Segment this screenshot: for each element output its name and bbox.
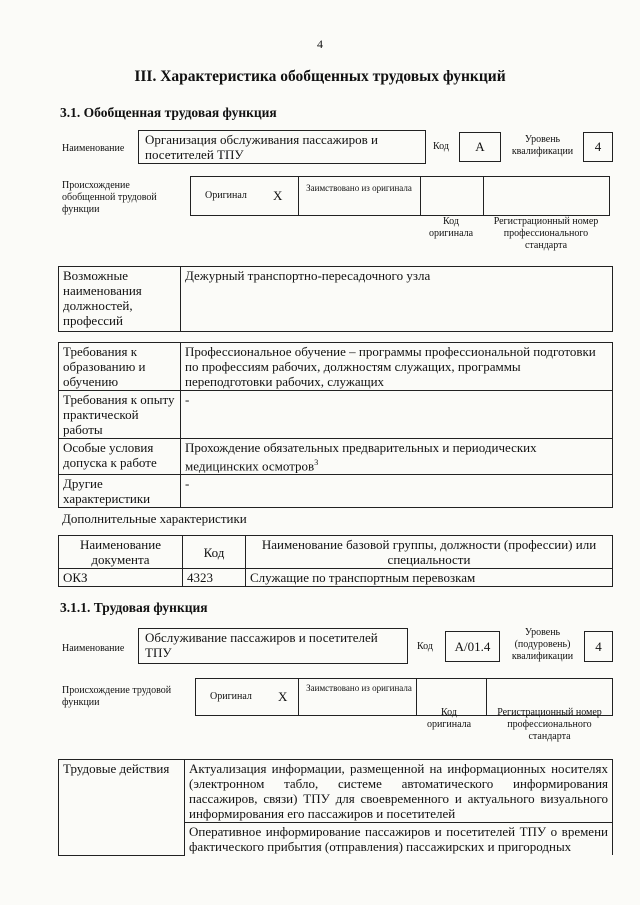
requirement-label: Требования к опыту практической работы <box>59 391 181 439</box>
table-header: Код <box>183 536 246 569</box>
additional-table <box>58 535 613 587</box>
requirement-value: - <box>181 391 613 439</box>
positions-label: Возможные наименования должностей, профессий <box>59 267 181 332</box>
tf-level-label: Уровень (подуровень) квалификации <box>511 627 574 662</box>
positions-table <box>58 266 613 332</box>
table-row <box>59 391 613 439</box>
gtf-code-original-label: Код оригинала <box>428 216 474 239</box>
gtf-origin-box <box>190 176 610 216</box>
requirement-label: Особые условия допуска к работе <box>59 439 181 475</box>
table-cell: 4323 <box>183 569 246 587</box>
additional-title: Дополнительные характеристики <box>62 511 247 526</box>
gtf-heading: 3.1. Обобщенная трудовая функция <box>60 105 277 120</box>
gtf-original-mark: X <box>273 188 283 203</box>
tf-heading: 3.1.1. Трудовая функция <box>60 600 208 615</box>
actions-label: Трудовые действия <box>59 760 185 856</box>
requirements-table <box>58 342 613 508</box>
gtf-original-label: Оригинал <box>205 190 247 201</box>
action-item: Оперативное информирование пассажиров и посетителей ТПУ о времени фактического прибытия (отправления) пассажирских и пригородных <box>185 823 613 856</box>
page-number: 4 <box>317 37 323 51</box>
gtf-origin-divider-3 <box>483 177 484 215</box>
requirement-value: Профессиональное обучение – программы профессиональной подготовки по профессиям рабочих, должностям служащих, программы переподготовки рабочих, служащих <box>181 343 613 391</box>
table-header: Наименование базовой группы, должности (профессии) или специальности <box>246 536 613 569</box>
requirement-value: - <box>181 475 613 508</box>
gtf-level-value: 4 <box>583 132 613 162</box>
tf-origin-divider-2 <box>416 679 417 715</box>
tf-origin-label: Происхождение трудовой функции <box>62 685 172 708</box>
gtf-borrowed-label: Заимствовано из оригинала <box>306 183 412 193</box>
tf-code-value: A/01.4 <box>445 631 500 662</box>
positions-value: Дежурный транспортно-пересадочного узла <box>181 267 613 332</box>
table-row <box>59 439 613 475</box>
table-cell: Служащие по транспортным перевозкам <box>246 569 613 587</box>
tf-code-original-label: Код оригинала <box>426 707 472 730</box>
tf-origin-divider-1 <box>298 679 299 715</box>
tf-original-label: Оригинал <box>210 691 252 702</box>
section-title: III. Характеристика обобщенных трудовых функций <box>134 68 506 85</box>
gtf-origin-divider-2 <box>420 177 421 215</box>
requirement-label: Требования к образованию и обучению <box>59 343 181 391</box>
table-header: Наименование документа <box>59 536 183 569</box>
tf-reg-number-label: Регистрационный номер профессионального стандарта <box>497 707 602 742</box>
tf-level-value: 4 <box>584 631 613 662</box>
tf-name-value: Обслуживание пассажиров и посетителей ТПУ <box>138 628 408 664</box>
table-cell: ОКЗ <box>59 569 183 587</box>
tf-borrowed-label: Заимствовано из оригинала <box>306 683 412 693</box>
action-item: Актуализация информации, размещенной на информационных носителях (электронном табло, системе автоматического информирования пассажиров, связи) ТПУ для своевременного и актуального визуального информирования его пассажиров и посетителей <box>185 760 613 823</box>
gtf-code-label: Код <box>433 141 449 152</box>
gtf-origin-divider-1 <box>298 177 299 215</box>
gtf-reg-number-label: Регистрационный номер профессионального стандарта <box>493 216 599 251</box>
actions-table <box>58 759 613 856</box>
requirement-label: Другие характеристики <box>59 475 181 508</box>
footnote-ref: 3 <box>314 458 319 467</box>
requirement-value-text: Прохождение обязательных предварительных и периодических медицинских осмотров <box>185 440 537 474</box>
tf-code-label: Код <box>417 641 433 652</box>
table-row <box>59 475 613 508</box>
table-row <box>59 569 613 587</box>
tf-name-label: Наименование <box>62 643 125 654</box>
gtf-name-label: Наименование <box>62 143 125 154</box>
gtf-code-value: А <box>459 132 501 162</box>
table-row <box>59 536 613 569</box>
table-row <box>59 267 613 332</box>
gtf-name-value: Организация обслуживания пассажиров и посетителей ТПУ <box>138 130 426 164</box>
tf-original-mark: X <box>278 689 288 704</box>
gtf-origin-label: Происхождение обобщенной трудовой функции <box>62 180 157 215</box>
table-row <box>59 343 613 391</box>
table-row <box>59 760 613 823</box>
gtf-level-label: Уровень квалификации <box>511 134 574 157</box>
requirement-value <box>181 439 613 475</box>
